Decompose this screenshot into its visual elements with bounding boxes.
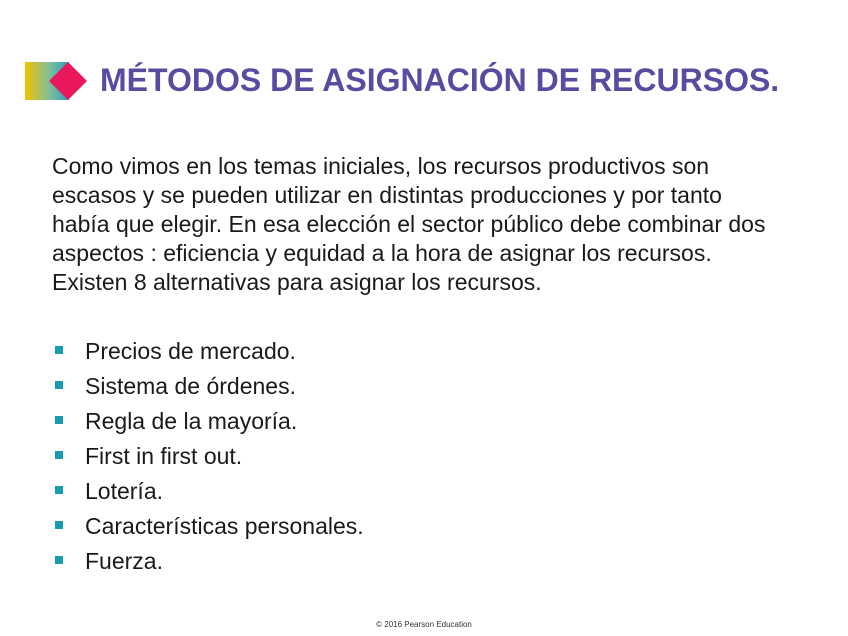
intro-line: Existen 8 alternativas para asignar los recursos. <box>52 269 542 295</box>
bullet-square-icon <box>55 346 63 354</box>
list-item-label: Fuerza. <box>85 548 163 574</box>
intro-line: aspectos : eficiencia y equidad a la hora de asignar los recursos. <box>52 240 712 266</box>
intro-paragraph <box>52 152 812 297</box>
list-item-label: Características personales. <box>85 513 364 539</box>
bullet-square-icon <box>55 416 63 424</box>
list-item <box>55 406 364 441</box>
bullet-square-icon <box>55 521 63 529</box>
list-item-label: Regla de la mayoría. <box>85 408 298 434</box>
bullet-square-icon <box>55 486 63 494</box>
list-item-label: Sistema de órdenes. <box>85 373 296 399</box>
intro-line: Como vimos en los temas iniciales, los recursos productivos son <box>52 153 710 179</box>
bullet-square-icon <box>55 556 63 564</box>
list-item <box>55 336 364 371</box>
list-item <box>55 371 364 406</box>
copyright-footer: © 2016 Pearson Education <box>376 620 472 629</box>
list-item <box>55 441 364 476</box>
list-item-label: Lotería. <box>85 478 163 504</box>
intro-line: había que elegir. En esa elección el sector público debe combinar dos <box>52 211 766 237</box>
intro-line: escasos y se pueden utilizar en distintas producciones y por tanto <box>52 182 722 208</box>
bullet-square-icon <box>55 451 63 459</box>
list-item <box>55 476 364 511</box>
list-item <box>55 511 364 546</box>
bullet-square-icon <box>55 381 63 389</box>
title-decoration-icon <box>25 62 87 100</box>
page-title: MÉTODOS DE ASIGNACIÓN DE RECURSOS. <box>100 62 780 98</box>
list-item-label: Precios de mercado. <box>85 338 296 364</box>
list-item-label: First in first out. <box>85 443 243 469</box>
list-item <box>55 546 364 581</box>
allocation-methods-list <box>55 336 364 581</box>
